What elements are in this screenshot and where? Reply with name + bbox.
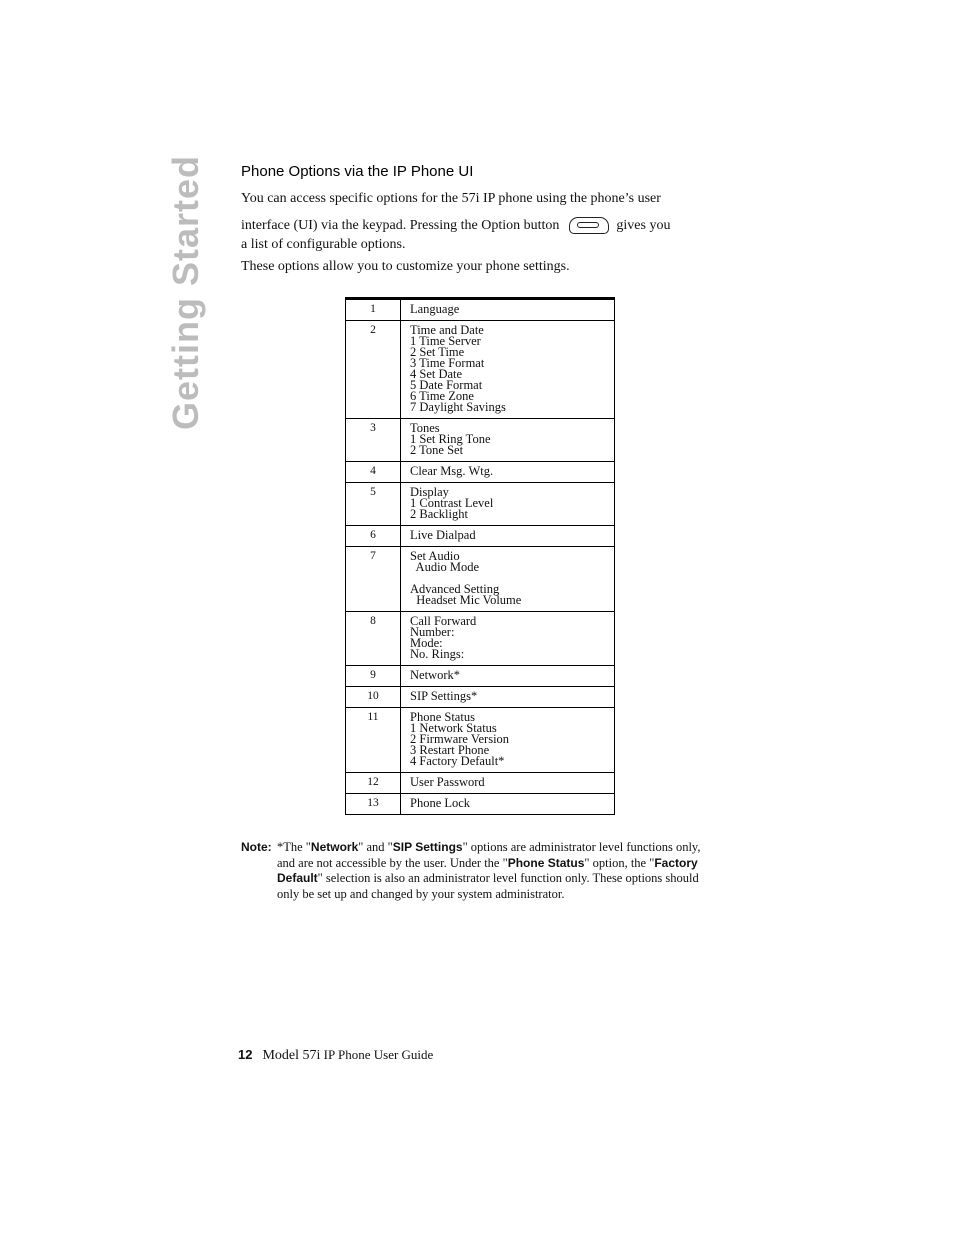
option-line: 2 Set Time	[410, 345, 465, 359]
option-line: Network*	[410, 668, 460, 682]
option-line: 6 Time Zone	[410, 389, 474, 403]
table-row	[346, 462, 615, 483]
table-row	[346, 526, 615, 547]
option-line: 1 Set Ring Tone	[410, 432, 491, 446]
table-row	[346, 687, 615, 708]
option-line: Time and Date	[410, 323, 484, 337]
option-line: 2 Backlight	[410, 507, 468, 521]
option-items	[401, 526, 615, 547]
intro-line-1: You can access specific options for the 57i IP phone using the phone’s user	[241, 191, 661, 206]
option-line: Advanced Setting	[410, 582, 500, 596]
option-number: 13	[346, 794, 401, 815]
option-items	[401, 708, 615, 773]
option-line: SIP Settings*	[410, 689, 478, 703]
intro-line-2b: gives you	[616, 218, 671, 233]
options-table	[345, 297, 615, 815]
footer-guide: IP Phone User Guide	[323, 1047, 434, 1062]
option-line: 4 Set Date	[410, 367, 463, 381]
option-line: Call Forward	[410, 614, 477, 628]
option-line: 5 Date Format	[410, 378, 483, 392]
option-line: 4 Factory Default*	[410, 754, 505, 768]
option-button-icon	[569, 217, 609, 234]
option-number: 4	[346, 462, 401, 483]
note-label: Note:	[241, 840, 272, 854]
option-line: 7 Daylight Savings	[410, 400, 506, 414]
intro-line-2a: interface (UI) via the keypad. Pressing the Option button	[241, 218, 560, 233]
option-line: Headset Mic Volume	[410, 593, 522, 607]
option-number: 12	[346, 773, 401, 794]
option-number: 3	[346, 419, 401, 462]
option-number: 6	[346, 526, 401, 547]
table-row	[346, 708, 615, 773]
table-row	[346, 612, 615, 666]
page-number: 12	[238, 1047, 253, 1062]
option-items	[401, 612, 615, 666]
note-sip-settings: SIP Settings	[392, 840, 463, 854]
option-line: Phone Status	[410, 710, 475, 724]
note-text: *The "Network" and "SIP Settings" options are administrator level functions only, and are not accessible by the user. Under the "Phone Status" option, the "Factory Default" selection is also an administrator level function only. These options should only be set up and changed by your system administrator.	[277, 840, 701, 901]
option-items	[401, 666, 615, 687]
side-section-title: Getting Started	[165, 154, 206, 430]
option-items	[401, 794, 615, 815]
option-line: Live Dialpad	[410, 528, 476, 542]
option-line: No. Rings:	[410, 647, 465, 661]
option-line: Language	[410, 302, 460, 316]
table-row	[346, 773, 615, 794]
option-line: 2 Tone Set	[410, 443, 464, 457]
option-line: 1 Time Server	[410, 334, 481, 348]
table-row	[346, 321, 615, 419]
footer-model: Model 57i	[262, 1048, 321, 1063]
table-row	[346, 794, 615, 815]
table-row	[346, 547, 615, 612]
option-line: 2 Firmware Version	[410, 732, 510, 746]
table-row	[346, 419, 615, 462]
option-items	[401, 419, 615, 462]
page-footer	[238, 1047, 433, 1064]
option-items	[401, 483, 615, 526]
option-items	[401, 773, 615, 794]
table-row	[346, 299, 615, 321]
option-items	[401, 462, 615, 483]
option-number: 8	[346, 612, 401, 666]
option-number: 5	[346, 483, 401, 526]
table-row	[346, 483, 615, 526]
option-line: Tones	[410, 421, 440, 435]
option-number: 1	[346, 299, 401, 321]
table-row	[346, 666, 615, 687]
option-line: Mode:	[410, 636, 443, 650]
option-line: Set Audio	[410, 549, 460, 563]
section-heading: Phone Options via the IP Phone UI	[241, 163, 474, 180]
option-line: Clear Msg. Wtg.	[410, 464, 494, 478]
option-items	[401, 547, 615, 612]
option-line: 3 Time Format	[410, 356, 485, 370]
option-number: 7	[346, 547, 401, 612]
note-factory-default: Factory Default	[277, 855, 698, 885]
note-block	[241, 840, 721, 902]
intro-paragraph	[241, 185, 721, 254]
option-line: 3 Restart Phone	[410, 743, 490, 757]
note-phone-status: Phone Status	[507, 855, 585, 870]
option-number: 9	[346, 666, 401, 687]
option-line: Number:	[410, 625, 455, 639]
customize-paragraph: These options allow you to customize your phone settings.	[241, 259, 570, 274]
option-line: 1 Network Status	[410, 721, 497, 735]
option-line: User Password	[410, 775, 485, 789]
option-line: Display	[410, 485, 449, 499]
option-number: 10	[346, 687, 401, 708]
option-items	[401, 687, 615, 708]
option-number: 2	[346, 321, 401, 419]
option-items	[401, 321, 615, 419]
option-line: Audio Mode	[410, 560, 480, 574]
option-line: Phone Lock	[410, 796, 471, 810]
intro-line-3: a list of configurable options.	[241, 237, 406, 252]
note-network: Network	[310, 840, 359, 854]
option-line: 1 Contrast Level	[410, 496, 494, 510]
option-items	[401, 299, 615, 321]
option-number: 11	[346, 708, 401, 773]
